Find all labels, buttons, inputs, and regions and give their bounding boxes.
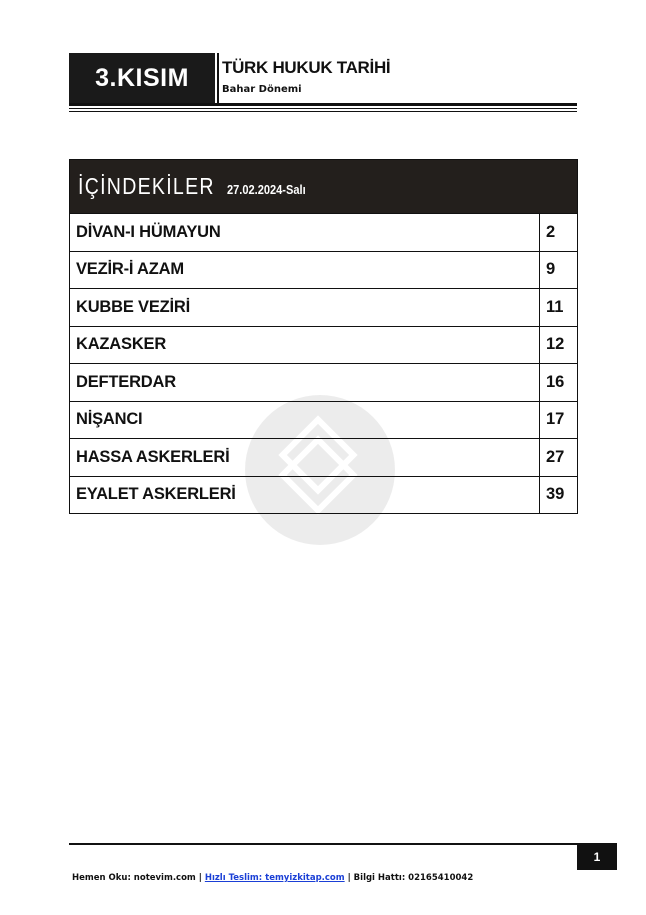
delivery-link[interactable]: Hızlı Teslim: temyizkitap.com xyxy=(204,873,345,883)
footer-info xyxy=(72,873,473,883)
footer-separator: | xyxy=(344,873,354,883)
toc-entry-page: 2 xyxy=(546,222,556,241)
toc-entry-page: 39 xyxy=(546,485,565,504)
toc-row[interactable] xyxy=(70,213,577,251)
footer-read-text: Hemen Oku: notevim.com xyxy=(72,873,196,883)
toc-entry-page: 17 xyxy=(546,410,565,429)
toc-entry-label: VEZİR-İ AZAM xyxy=(70,252,540,289)
toc-date: 27.02.2024-Salı xyxy=(226,182,306,197)
toc-entry-label: EYALET ASKERLERİ xyxy=(70,477,540,514)
course-title: TÜRK HUKUK TARİHİ xyxy=(222,58,391,77)
footer-separator: | xyxy=(195,873,205,883)
header-rule-thick xyxy=(69,103,577,106)
toc-entry-label: HASSA ASKERLERİ xyxy=(70,439,540,476)
header-rule-thin xyxy=(69,111,577,112)
hotline-text: Bilgi Hattı: 02165410042 xyxy=(353,873,474,883)
page-number: 1 xyxy=(593,849,601,864)
table-of-contents xyxy=(69,159,578,514)
section-label xyxy=(69,53,215,103)
page-number-box xyxy=(577,843,617,870)
toc-header xyxy=(70,160,577,213)
toc-entry-page: 16 xyxy=(546,372,565,391)
toc-row[interactable] xyxy=(70,476,577,514)
toc-row[interactable] xyxy=(70,288,577,326)
toc-entry-page: 12 xyxy=(546,335,565,354)
toc-row[interactable] xyxy=(70,326,577,364)
toc-entry-label: NİŞANCI xyxy=(70,402,540,439)
toc-entry-label: DİVAN-I HÜMAYUN xyxy=(70,214,540,251)
toc-title: İÇİNDEKİLER xyxy=(78,173,215,199)
footer-rule xyxy=(69,843,577,845)
toc-entry-label: KUBBE VEZİRİ xyxy=(70,289,540,326)
section-label-text: 3.KISIM xyxy=(95,63,189,92)
header-rule-thin xyxy=(69,108,577,109)
toc-entry-page: 11 xyxy=(546,297,564,316)
toc-row[interactable] xyxy=(70,363,577,401)
toc-row[interactable] xyxy=(70,251,577,289)
toc-entry-page: 27 xyxy=(546,447,565,466)
toc-entry-label: KAZASKER xyxy=(70,327,540,364)
toc-row[interactable] xyxy=(70,401,577,439)
header-divider xyxy=(217,53,219,103)
toc-row[interactable] xyxy=(70,438,577,476)
semester-label: Bahar Dönemi xyxy=(222,84,302,95)
toc-entry-page: 9 xyxy=(546,260,556,279)
toc-entry-label: DEFTERDAR xyxy=(70,364,540,401)
